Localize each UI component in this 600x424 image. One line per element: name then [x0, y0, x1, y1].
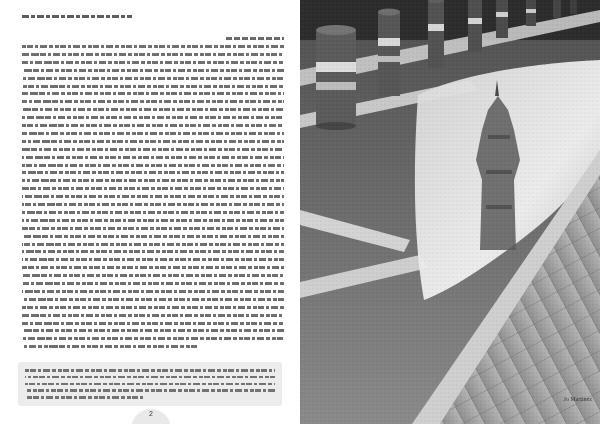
street-photo	[300, 0, 600, 424]
body-text-line	[22, 61, 284, 64]
header-title	[22, 15, 132, 18]
body-text-line	[22, 100, 284, 103]
body-text-block	[22, 45, 284, 355]
body-text-line	[22, 306, 284, 309]
body-text-line	[22, 282, 284, 285]
body-text-line	[22, 227, 284, 230]
header-date	[226, 37, 284, 40]
photo-credit: Jo Martinez	[563, 397, 592, 403]
body-text-line	[22, 132, 284, 135]
body-text-line	[22, 345, 197, 348]
page-header	[22, 11, 284, 23]
body-text-line	[22, 171, 284, 174]
footnote-line	[25, 376, 275, 379]
body-text-line	[22, 187, 284, 190]
body-text-line	[22, 53, 284, 56]
body-text-line	[22, 322, 284, 325]
body-text-line	[22, 77, 284, 80]
footnote-line	[25, 389, 275, 392]
body-text-line	[22, 235, 284, 238]
body-text-line	[22, 116, 284, 119]
body-text-line	[22, 45, 284, 48]
body-text-line	[22, 164, 284, 167]
body-text-line	[22, 274, 284, 277]
body-text-line	[22, 148, 284, 151]
body-text-line	[22, 85, 284, 88]
footnote-line	[25, 396, 143, 399]
page-number-tab	[131, 409, 171, 424]
body-text-line	[22, 124, 284, 127]
body-text-line	[22, 314, 284, 317]
body-text-line	[22, 298, 284, 301]
body-text-line	[22, 250, 284, 253]
body-text-line	[22, 258, 284, 261]
page-number: 2	[149, 411, 153, 418]
footnote-box	[18, 362, 282, 406]
body-text-line	[22, 108, 284, 111]
body-text-line	[22, 211, 284, 214]
footnote-line	[25, 383, 275, 386]
photo-page	[300, 0, 600, 424]
body-text-line	[22, 179, 284, 182]
body-text-line	[22, 140, 284, 143]
body-text-line	[22, 243, 284, 246]
body-text-line	[22, 337, 284, 340]
body-text-line	[22, 219, 284, 222]
body-text-line	[22, 69, 284, 72]
footnote-line	[25, 369, 275, 372]
body-text-line	[22, 266, 284, 269]
body-text-line	[22, 329, 284, 332]
body-text-line	[22, 195, 284, 198]
body-text-line	[22, 92, 284, 95]
body-text-line	[22, 156, 284, 159]
body-text-line	[22, 203, 284, 206]
body-text-line	[22, 290, 284, 293]
